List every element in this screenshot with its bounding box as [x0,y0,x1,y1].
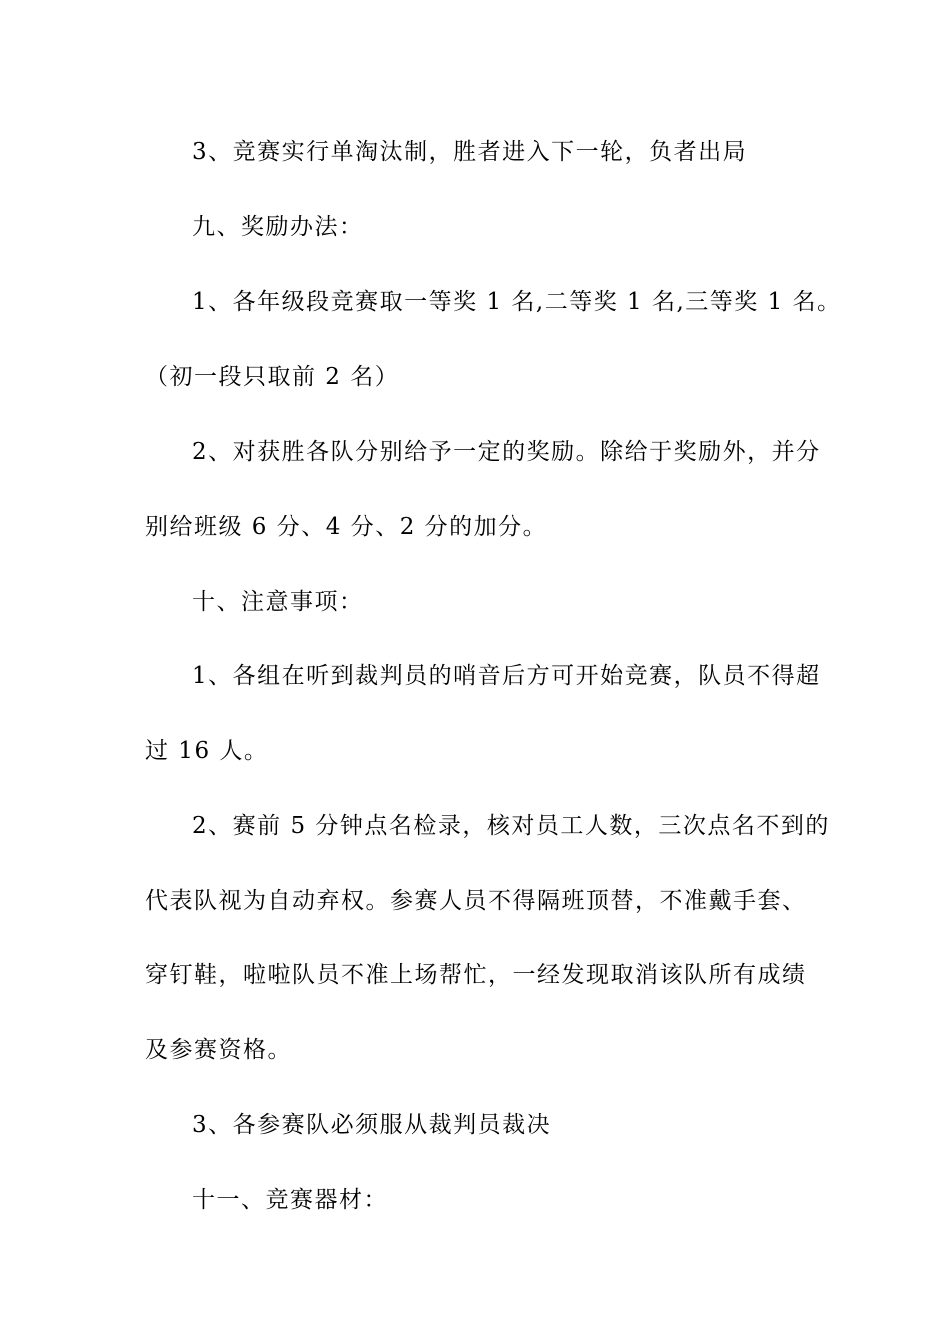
award-1-line: 1、各年级段竞赛取一等奖 1 名,二等奖 1 名,三等奖 1 名。 [192,289,842,315]
notice-1-line-2: 过 16 人。 [145,738,269,764]
notice-2-line-2: 代表队视为自动弃权。参赛人员不得隔班顶替，不准戴手套、 [145,888,807,914]
section-10-heading: 十、注意事项： [192,589,364,615]
rule-3-elimination: 3、竞赛实行单淘汰制，胜者进入下一轮，负者出局 [192,139,748,165]
award-2-line-1: 2、对获胜各队分别给予一定的奖励。除给于奖励外，并分 [192,439,821,465]
notice-2-line-1: 2、赛前 5 分钟点名检录，核对员工人数，三次点名不到的 [192,813,830,839]
award-1-note: （初一段只取前 2 名） [145,364,400,390]
notice-2-line-4: 及参赛资格。 [145,1037,292,1063]
notice-3-line: 3、各参赛队必须服从裁判员裁决 [192,1112,552,1138]
section-11-heading: 十一、竞赛器材： [192,1187,388,1213]
notice-1-line-1: 1、各组在听到裁判员的哨音后方可开始竞赛，队员不得超 [192,663,821,689]
notice-2-line-3: 穿钉鞋，啦啦队员不准上场帮忙，一经发现取消该队所有成绩 [145,962,807,988]
award-2-line-2: 别给班级 6 分、4 分、2 分的加分。 [145,514,548,540]
section-9-heading: 九、奖励办法： [192,214,364,240]
